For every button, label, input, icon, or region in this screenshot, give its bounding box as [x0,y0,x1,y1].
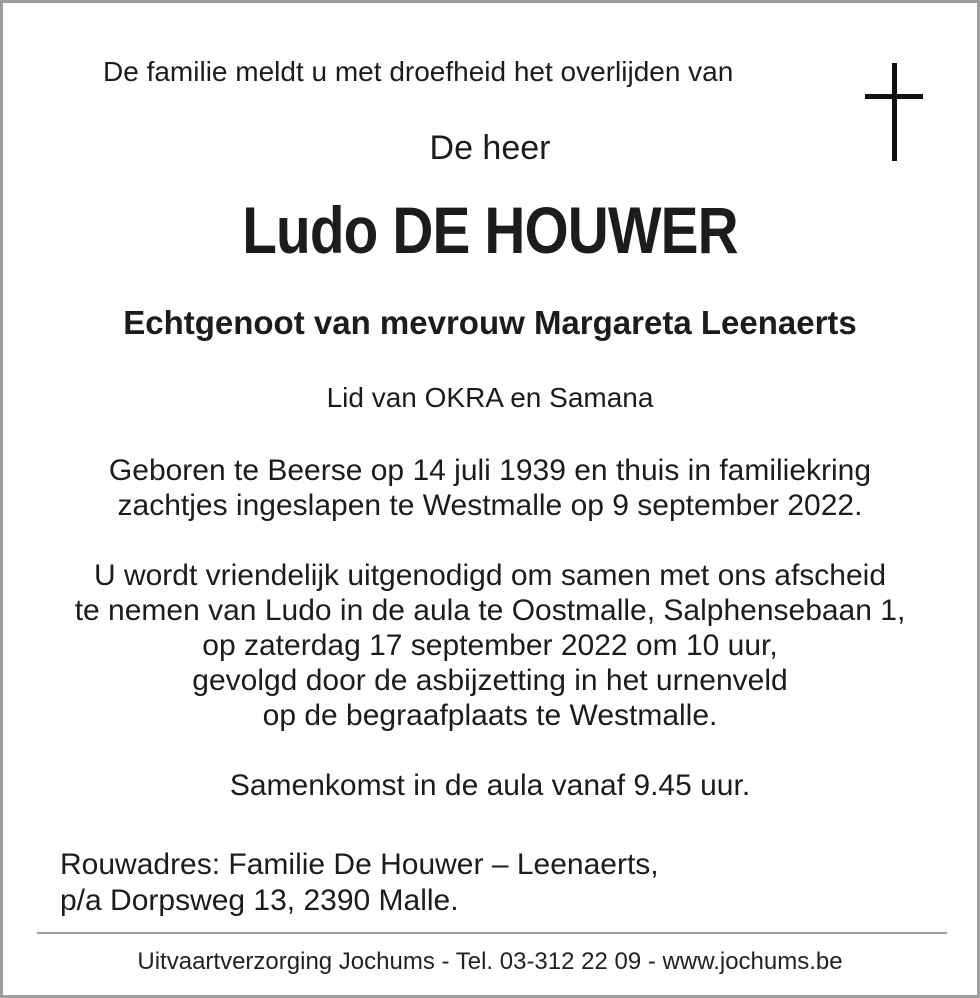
invitation-paragraph [3,558,977,733]
gathering-line: Samenkomst in de aula vanaf 9.45 uur. [229,769,751,802]
birth-paragraph [3,453,977,523]
intro-text: De familie meldt u met droefheid het overlijden van [103,56,734,87]
funeral-home-footer: Uitvaartverzorging Jochums - Tel. 03-312 22 09 - www.jochums.be [137,948,843,975]
mourning-address [60,847,659,919]
honorific: De heer [429,129,551,167]
invitation-line: te nemen van Ludo in de aula te Oostmalle, Salphensebaan 1, [74,594,906,627]
invitation-line: op de begraafplaats te Westmalle. [262,699,718,732]
invitation-line: gevolgd door de asbijzetting in het urnenveld [192,664,788,697]
birth-line: zachtjes ingeslapen te Westmalle op 9 september 2022. [117,489,863,522]
deceased-name: Ludo DE HOUWER [242,193,738,267]
invitation-line: U wordt vriendelijk uitgenodigd om samen met ons afscheid [93,559,887,592]
address-line: p/a Dorpsweg 13, 2390 Malle. [60,884,459,917]
spouse-line: Echtgenoot van mevrouw Margareta Leenaerts [123,304,857,341]
membership-line: Lid van OKRA en Samana [326,382,654,413]
invitation-line: op zaterdag 17 september 2022 om 10 uur, [202,629,778,662]
divider [37,932,947,934]
address-line: Rouwadres: Familie De Houwer – Leenaerts, [60,848,659,881]
birth-line: Geboren te Beerse op 14 juli 1939 en thuis in familiekring [108,454,872,487]
